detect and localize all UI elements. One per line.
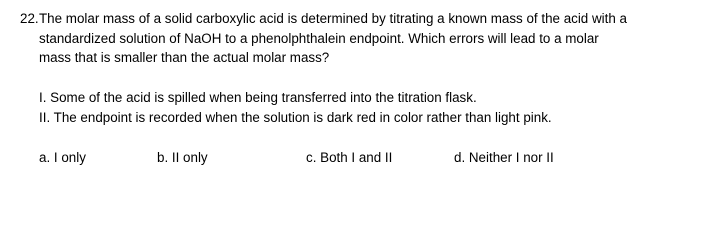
question-text-line-3: mass that is smaller than the actual molar mass? [39, 50, 330, 65]
statements-list [39, 88, 552, 127]
question-block [20, 9, 710, 68]
choice-b: b. II only [157, 150, 208, 165]
question-text-line-1: The molar mass of a solid carboxylic acid is determined by titrating a known mass of the acid with a [39, 11, 627, 26]
choice-a: a. I only [39, 150, 86, 165]
choice-d: d. Neither I nor II [454, 150, 554, 165]
question-text-line-2: standardized solution of NaOH to a phenolphthalein endpoint. Which errors will lead to a molar [39, 30, 599, 46]
question-number: 22. [20, 11, 39, 26]
question-line-1 [20, 9, 710, 29]
statement-ii: II. The endpoint is recorded when the solution is dark red in color rather than light pink. [39, 109, 552, 125]
choice-c: c. Both I and II [306, 150, 393, 165]
statement-i: I. Some of the acid is spilled when being transferred into the titration flask. [39, 90, 477, 105]
answer-choices [0, 149, 715, 167]
